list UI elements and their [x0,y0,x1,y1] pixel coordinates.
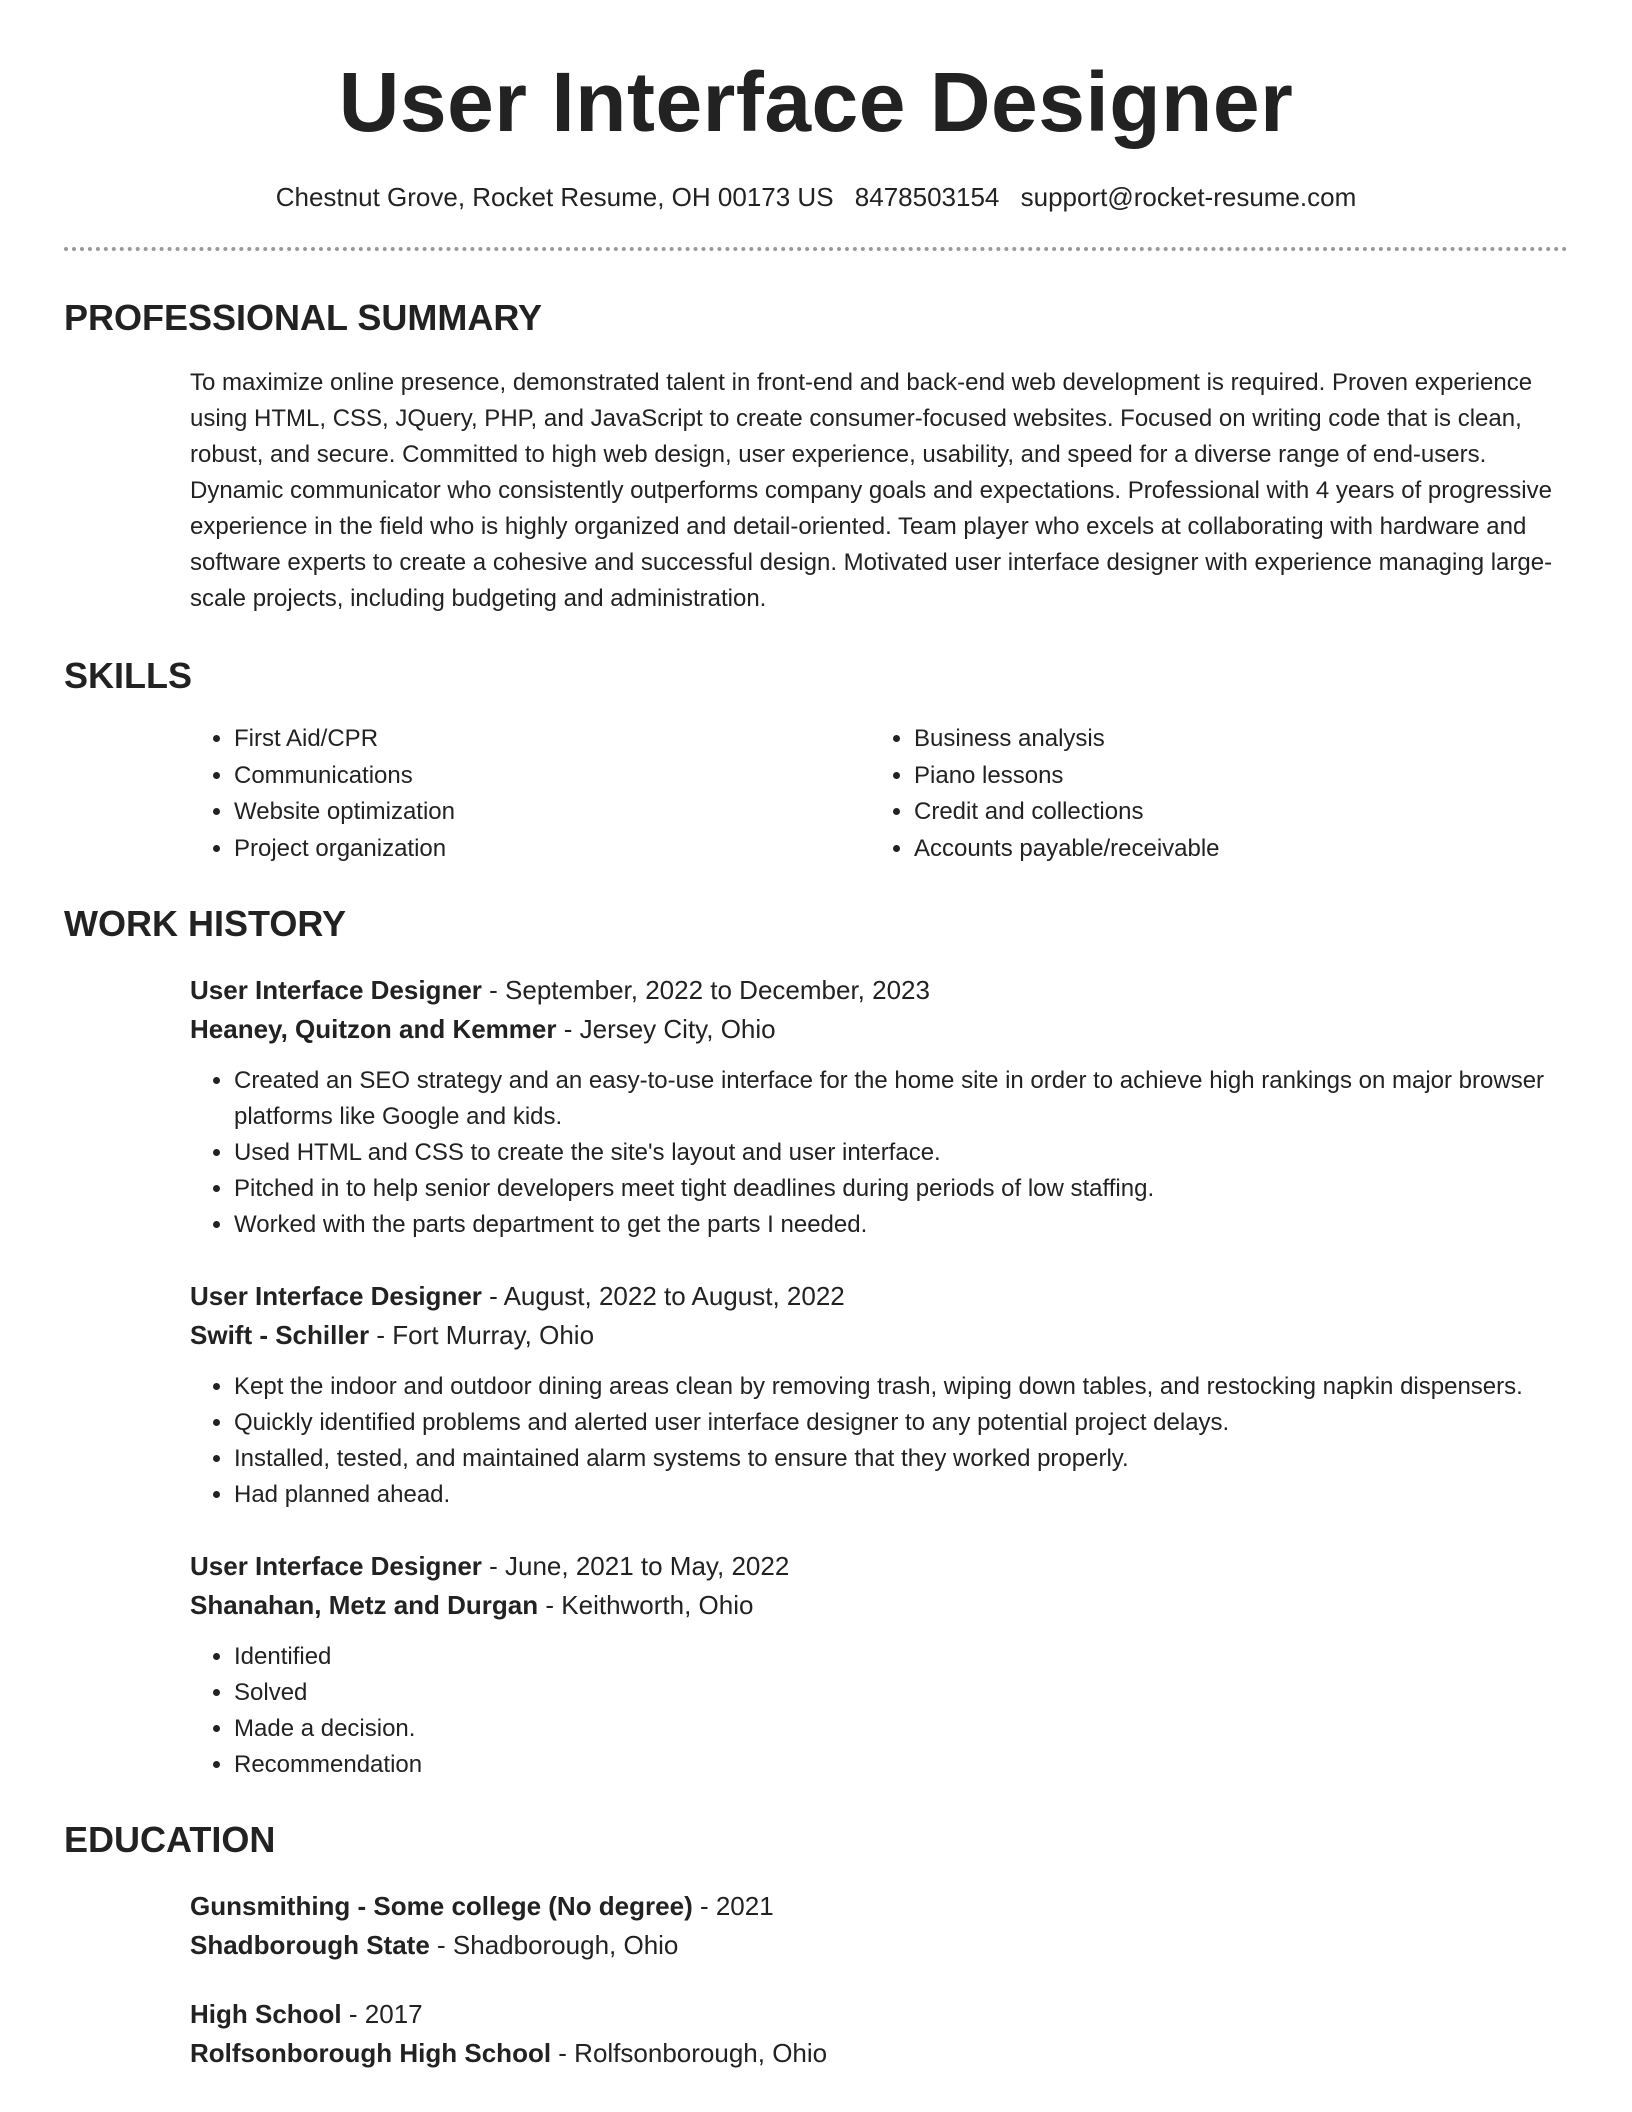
job-company-line [190,1010,1568,1049]
skills-column-left [190,721,870,867]
skill-item: • Accounts payable/receivable [914,831,1550,868]
job-bullets [190,1639,1568,1783]
job-company: Heaney, Quitzon and Kemmer [190,1014,557,1044]
work-history-heading: WORK HISTORY [64,903,347,944]
job-company: Shanahan, Metz and Durgan [190,1590,539,1620]
job-bullet: • Created an SEO strategy and an easy-to-use interface for the home site in order to achieve high rankings on major browser platforms like Google and kids. [234,1063,1568,1135]
education-year: - 2021 [692,1891,774,1921]
contact-line [64,182,1568,213]
education-entry [190,1887,1568,1965]
skill-item: • Project organization [234,831,870,868]
job-company: Swift - Schiller [190,1320,370,1350]
skill-item: • First Aid/CPR [234,721,870,758]
job-bullet: • Made a decision. [234,1711,1568,1747]
job-company-line [190,1316,1568,1355]
work-history-section [64,903,1568,1783]
job-bullet: • Kept the indoor and outdoor dining areas clean by removing trash, wiping down tables, and restocking napkin dispensers. [234,1369,1568,1405]
education-degree-line [190,1887,1568,1926]
job-location: - Keithworth, Ohio [538,1590,754,1620]
job-entry [190,1547,1568,1783]
summary-section [64,297,1568,617]
contact-phone: 8478503154 [854,182,1000,212]
skills-section [64,655,1568,867]
education-location: - Shadborough, Ohio [429,1930,679,1960]
job-dates: - September, 2022 to December, 2023 [481,975,930,1005]
job-bullet: • Solved [234,1675,1568,1711]
header-divider [64,247,1568,251]
job-title-line [190,1547,1568,1586]
job-title-line [190,971,1568,1010]
skill-item: • Credit and collections [914,794,1550,831]
education-entry [190,1995,1568,2073]
resume-name: User Interface Designer [338,55,1294,149]
job-bullet: • Pitched in to help senior developers meet tight deadlines during periods of low staffing. [234,1171,1568,1207]
skill-item: • Communications [234,758,870,795]
contact-address: Chestnut Grove, Rocket Resume, OH 00173 US [275,182,834,212]
job-company-line [190,1586,1568,1625]
summary-text: To maximize online presence, demonstrated talent in front-end and back-end web development is required. Proven experience using HTML, CSS, JQuery, PHP, and JavaScript to create consumer-focused websites. Focused on writing code that is clean, robust, and secure. Committed to high web design, user experience, usability, and speed for a diverse range of end-users. Dynamic communicator who consistently outperforms company goals and expectations. Professional with 4 years of progressive experience in the field who is highly organized and detail-oriented. Team player who excels at collaborating with hardware and software experts to create a cohesive and successful design. Motivated user interface designer with experience managing large-scale projects, including budgeting and administration. [190,369,1553,612]
skills-columns [190,721,1568,867]
education-school-line [190,2034,1568,2073]
education-section [64,1819,1568,2073]
job-bullets [190,1063,1568,1243]
job-role: User Interface Designer [190,1551,482,1581]
job-bullets [190,1369,1568,1513]
education-school: Rolfsonborough High School [190,2038,552,2068]
education-degree: Gunsmithing - Some college (No degree) [190,1891,693,1921]
job-location: - Jersey City, Ohio [556,1014,776,1044]
education-location: - Rolfsonborough, Ohio [551,2038,828,2068]
education-school-line [190,1926,1568,1965]
job-bullet: • Identified [234,1639,1568,1675]
education-degree-line [190,1995,1568,2034]
skill-item: • Website optimization [234,794,870,831]
skill-item: • Business analysis [914,721,1550,758]
education-degree: High School [190,1999,342,2029]
job-role: User Interface Designer [190,975,482,1005]
education-school: Shadborough State [190,1930,430,1960]
job-entry [190,971,1568,1243]
job-role: User Interface Designer [190,1281,482,1311]
job-entry [190,1277,1568,1513]
skills-heading: SKILLS [64,655,193,696]
job-bullet: • Recommendation [234,1747,1568,1783]
job-dates: - June, 2021 to May, 2022 [481,1551,790,1581]
job-location: - Fort Murray, Ohio [369,1320,595,1350]
job-dates: - August, 2022 to August, 2022 [481,1281,845,1311]
job-title-line [190,1277,1568,1316]
job-bullet: • Worked with the parts department to get the parts I needed. [234,1207,1568,1243]
education-heading: EDUCATION [64,1819,276,1860]
skill-item: • Piano lessons [914,758,1550,795]
job-bullet: • Quickly identified problems and alerted user interface designer to any potential project delays. [234,1405,1568,1441]
contact-email: support@rocket-resume.com [1020,182,1357,212]
job-bullet: • Had planned ahead. [234,1477,1568,1513]
job-bullet: • Used HTML and CSS to create the site's layout and user interface. [234,1135,1568,1171]
job-bullet: • Installed, tested, and maintained alarm systems to ensure that they worked properly. [234,1441,1568,1477]
summary-heading: PROFESSIONAL SUMMARY [64,297,543,338]
education-year: - 2017 [341,1999,423,2029]
skills-column-right [870,721,1550,867]
